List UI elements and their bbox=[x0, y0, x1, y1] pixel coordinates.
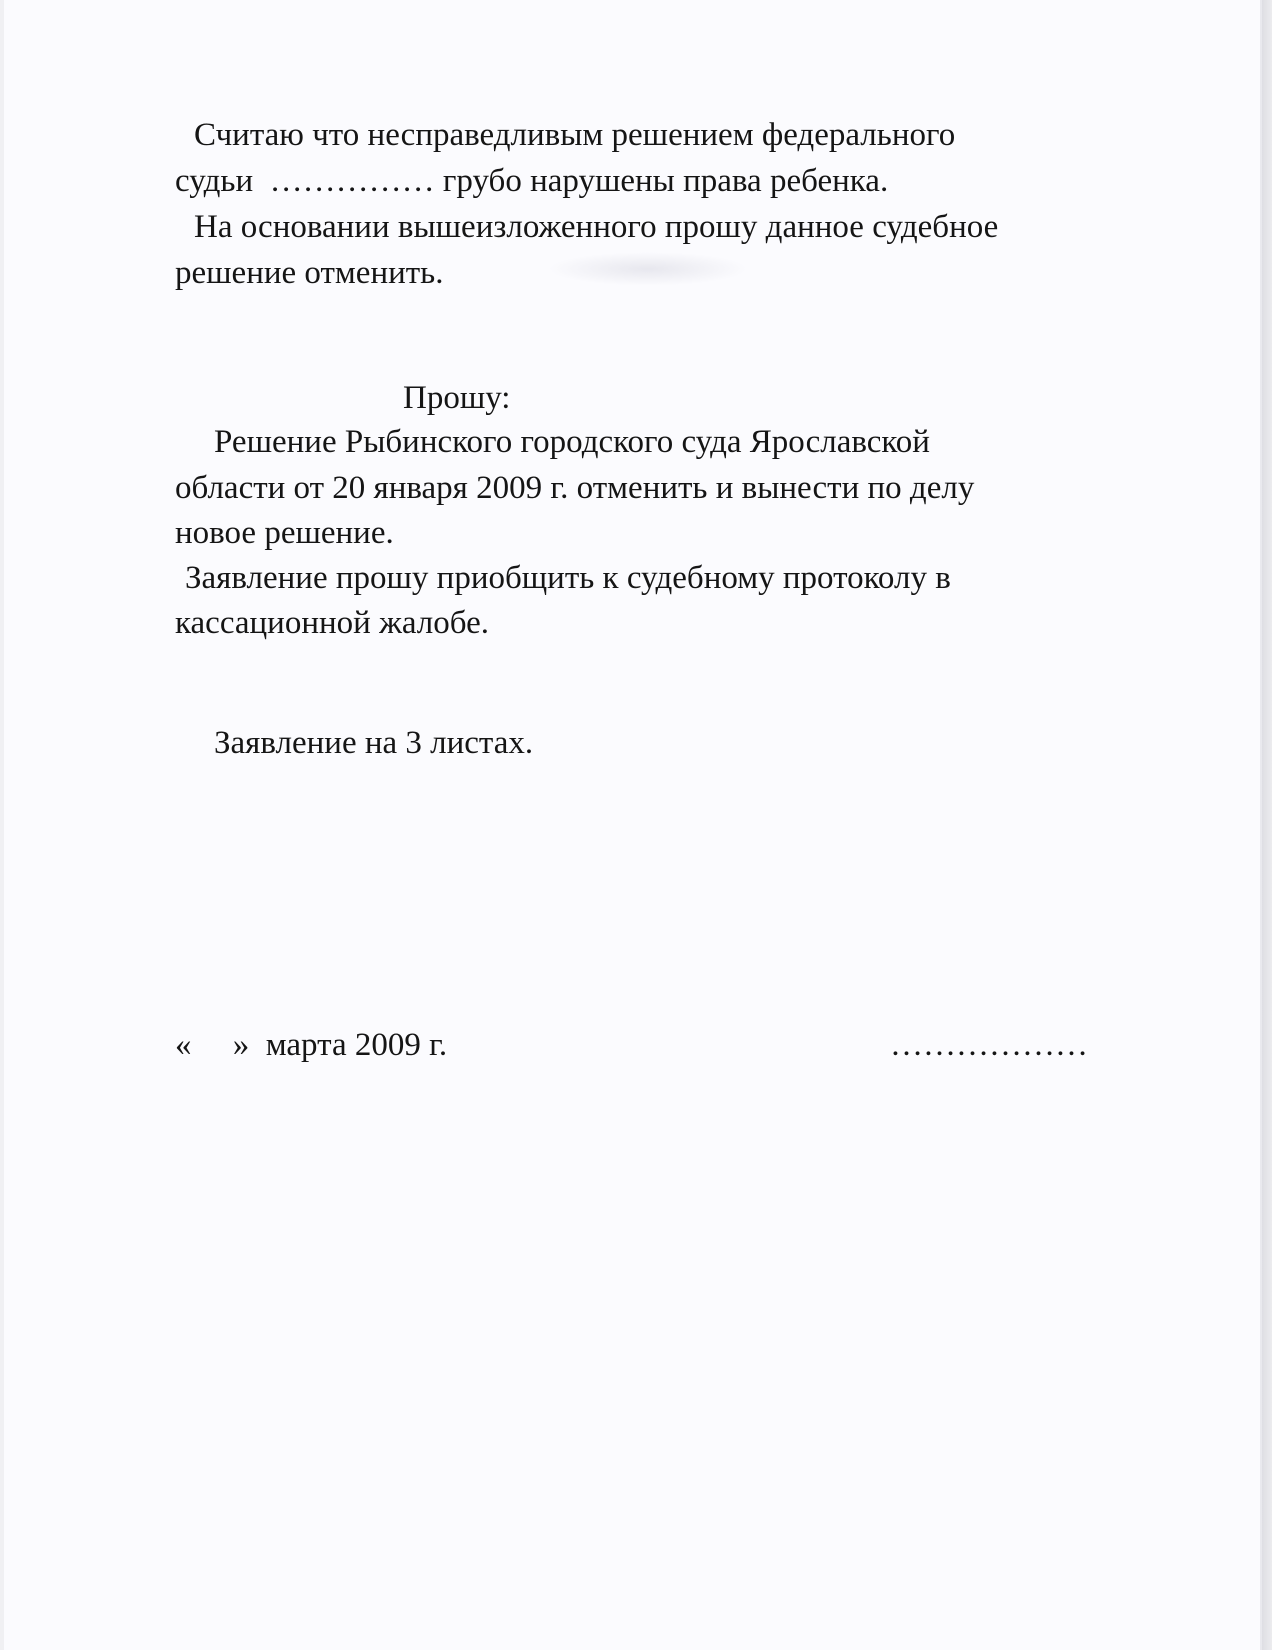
paragraph-2-line-1: На основании вышеизложенного прошу данное судебное bbox=[194, 209, 999, 245]
paragraph-1-line-2: судьи …………… грубо нарушены права ребенка. bbox=[175, 163, 889, 199]
paragraph-4-line-2: кассационной жалобе. bbox=[175, 605, 490, 641]
paragraph-2-line-2: решение отменить. bbox=[175, 255, 444, 291]
paragraph-3-line-2: области от 20 января 2009 г. отменить и вынести по делу bbox=[175, 470, 975, 506]
attachment-note: Заявление на 3 листах. bbox=[214, 725, 534, 761]
paragraph-1-line-1: Считаю что несправедливым решением федерального bbox=[194, 117, 956, 153]
request-heading: Прошу: bbox=[403, 380, 511, 416]
scan-right-edge bbox=[1262, 0, 1272, 1650]
scan-left-edge bbox=[0, 0, 4, 1650]
footer-date: « » марта 2009 г. bbox=[175, 1027, 448, 1063]
scan-smudge bbox=[548, 252, 748, 286]
signature-placeholder: ……………… bbox=[890, 1027, 1088, 1063]
paragraph-4-line-1: Заявление прошу приобщить к судебному протоколу в bbox=[185, 560, 951, 596]
paragraph-3-line-3: новое решение. bbox=[175, 515, 394, 551]
paragraph-3-line-1: Решение Рыбинского городского суда Ярославской bbox=[214, 424, 930, 460]
